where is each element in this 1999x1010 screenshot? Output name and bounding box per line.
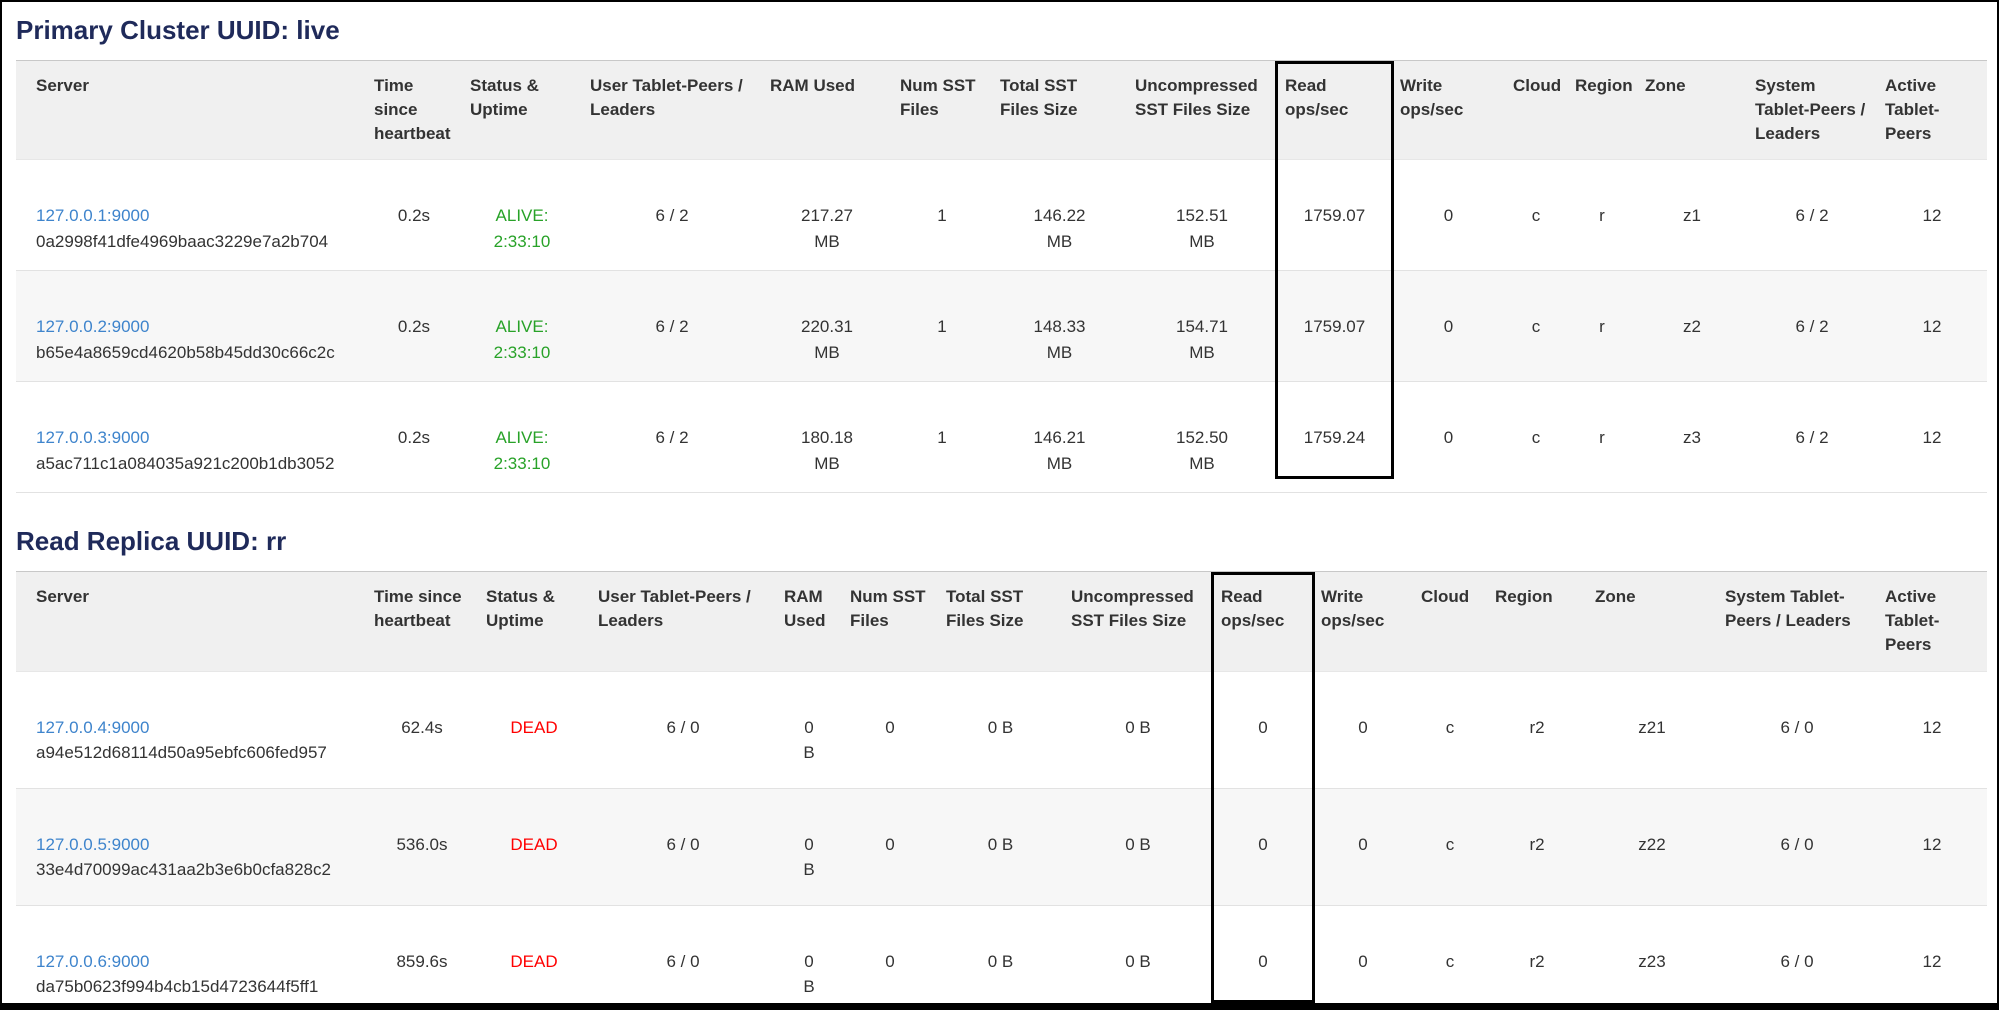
cell-zone: z21 bbox=[1638, 717, 1666, 737]
cell-server bbox=[16, 160, 366, 271]
total-sst-value: 148.33 MB bbox=[1033, 317, 1086, 362]
cell-heartbeat: 0.2s bbox=[366, 382, 462, 493]
cell-total-sst bbox=[992, 160, 1127, 271]
cell-system-peers: 6 / 0 bbox=[1717, 788, 1877, 905]
server-uuid: 33e4d70099ac431aa2b3e6b0cfa828c2 bbox=[36, 860, 331, 880]
cell-system-peers: 6 / 2 bbox=[1747, 382, 1877, 493]
total-sst-value: 0 B bbox=[987, 834, 1014, 854]
tserver-row bbox=[16, 271, 1987, 382]
cell-system-peers: 6 / 0 bbox=[1780, 717, 1814, 737]
cell-heartbeat: 0.2s bbox=[397, 206, 431, 226]
tserver-row bbox=[16, 382, 1987, 493]
cell-heartbeat: 62.4s bbox=[401, 717, 443, 737]
cell-uncompressed-sst bbox=[1127, 382, 1277, 493]
status-uptime: 2:33:10 bbox=[493, 453, 551, 473]
cell-system-peers: 6 / 0 bbox=[1717, 905, 1877, 1010]
status-uptime: 2:33:10 bbox=[493, 342, 551, 362]
cell-user-peers: 6 / 0 bbox=[590, 788, 776, 905]
col-header-total-sst: Total SST Files Size bbox=[992, 60, 1127, 159]
cell-ram bbox=[776, 671, 842, 788]
cell-zone: z3 bbox=[1637, 382, 1747, 493]
col-header-ram: RAM Used bbox=[776, 572, 842, 671]
cell-num-sst: 1 bbox=[892, 271, 992, 382]
cell-server bbox=[16, 271, 366, 382]
server-uuid: da75b0623f994b4cb15d4723644f5ff1 bbox=[36, 977, 319, 997]
replica-header-row bbox=[16, 572, 1987, 671]
cell-uncompressed-sst bbox=[1063, 671, 1213, 788]
total-sst-value: 0 B bbox=[987, 951, 1014, 971]
col-header-zone: Zone bbox=[1637, 60, 1747, 159]
cell-total-sst bbox=[938, 788, 1063, 905]
cell-heartbeat: 0.2s bbox=[366, 271, 462, 382]
cell-cloud: c bbox=[1505, 382, 1567, 493]
cell-uncompressed-sst bbox=[1127, 271, 1277, 382]
tserver-row bbox=[16, 160, 1987, 271]
status-label: DEAD bbox=[510, 951, 558, 971]
cell-total-sst bbox=[938, 671, 1063, 788]
col-header-num-sst: Num SST Files bbox=[842, 572, 938, 671]
server-uuid: 0a2998f41dfe4969baac3229e7a2b704 bbox=[36, 231, 329, 251]
cell-region: r bbox=[1599, 206, 1605, 226]
read-replica-table bbox=[16, 571, 1987, 1010]
ram-value: 0 B bbox=[803, 951, 815, 997]
col-header-ram: RAM Used bbox=[762, 60, 892, 159]
col-header-heartbeat: Time since heartbeat bbox=[366, 572, 478, 671]
ram-value: 0 B bbox=[803, 834, 815, 880]
cell-region: r bbox=[1567, 382, 1637, 493]
cell-system-peers: 6 / 2 bbox=[1795, 206, 1829, 226]
col-header-write-ops: Write ops/sec bbox=[1313, 572, 1413, 671]
cell-server bbox=[16, 382, 366, 493]
ram-value: 220.31 MB bbox=[801, 317, 853, 362]
cell-ram bbox=[762, 271, 892, 382]
server-address-link[interactable]: 127.0.0.3:9000 bbox=[36, 428, 150, 448]
cell-status bbox=[462, 271, 582, 382]
cell-status bbox=[462, 160, 582, 271]
col-header-user-peers: User Tablet-Peers / Leaders bbox=[582, 60, 762, 159]
cell-user-peers: 6 / 2 bbox=[582, 382, 762, 493]
col-header-server: Server bbox=[16, 572, 366, 671]
total-sst-value: 0 B bbox=[987, 717, 1014, 737]
status-label: ALIVE: bbox=[495, 206, 549, 226]
total-sst-value: 146.21 MB bbox=[1033, 428, 1086, 473]
status-uptime: 2:33:10 bbox=[493, 231, 551, 251]
col-header-active-peers: Active Tablet-Peers bbox=[1877, 572, 1987, 671]
primary-header-row bbox=[16, 60, 1987, 159]
status-label: ALIVE: bbox=[495, 317, 549, 337]
cell-write-ops: 0 bbox=[1313, 788, 1413, 905]
server-address-link[interactable]: 127.0.0.4:9000 bbox=[36, 717, 150, 737]
primary-cluster-table bbox=[16, 60, 1987, 493]
primary-cluster-table-wrap bbox=[16, 60, 1983, 493]
cell-zone: z1 bbox=[1683, 206, 1701, 226]
cell-write-ops: 0 bbox=[1392, 382, 1505, 493]
col-header-write-ops: Write ops/sec bbox=[1392, 60, 1505, 159]
status-label: DEAD bbox=[510, 717, 558, 737]
server-address-link[interactable]: 127.0.0.5:9000 bbox=[36, 834, 150, 854]
cell-status bbox=[478, 788, 590, 905]
uncompressed-sst-value: 152.51 MB bbox=[1176, 206, 1228, 251]
cell-cloud: c bbox=[1413, 788, 1487, 905]
ram-value: 180.18 MB bbox=[801, 428, 853, 473]
col-header-zone: Zone bbox=[1587, 572, 1717, 671]
cell-write-ops: 0 bbox=[1313, 905, 1413, 1010]
col-header-heartbeat: Time since heartbeat bbox=[366, 60, 462, 159]
cell-status bbox=[478, 905, 590, 1010]
cell-active-peers: 12 bbox=[1922, 206, 1942, 226]
cell-region: r2 bbox=[1487, 788, 1587, 905]
server-address-link[interactable]: 127.0.0.6:9000 bbox=[36, 951, 150, 971]
cell-zone: z23 bbox=[1587, 905, 1717, 1010]
cell-cloud: c bbox=[1505, 271, 1567, 382]
cell-system-peers: 6 / 2 bbox=[1747, 271, 1877, 382]
cell-uncompressed-sst bbox=[1127, 160, 1277, 271]
cell-write-ops: 0 bbox=[1392, 271, 1505, 382]
col-header-cloud: Cloud bbox=[1505, 60, 1567, 159]
cell-read-ops: 0 bbox=[1213, 905, 1313, 1010]
cell-region: r2 bbox=[1487, 905, 1587, 1010]
server-address-link[interactable]: 127.0.0.2:9000 bbox=[36, 317, 150, 337]
cell-read-ops: 1759.07 bbox=[1277, 271, 1392, 382]
col-header-total-sst: Total SST Files Size bbox=[938, 572, 1063, 671]
cell-active-peers: 12 bbox=[1877, 382, 1987, 493]
cell-status bbox=[462, 382, 582, 493]
col-header-status: Status & Uptime bbox=[478, 572, 590, 671]
uncompressed-sst-value: 0 B bbox=[1125, 951, 1151, 971]
tserver-row bbox=[16, 905, 1987, 1010]
col-header-uncompressed-sst: Uncompressed SST Files Size bbox=[1127, 60, 1277, 159]
col-header-uncompressed-sst: Uncompressed SST Files Size bbox=[1063, 572, 1213, 671]
read-replica-title: Read Replica UUID: rr bbox=[16, 526, 287, 557]
col-header-status: Status & Uptime bbox=[462, 60, 582, 159]
ram-value: 217.27 MB bbox=[801, 206, 853, 251]
cell-server bbox=[16, 671, 366, 788]
cell-write-ops: 0 bbox=[1443, 206, 1454, 226]
cell-user-peers: 6 / 2 bbox=[655, 206, 689, 226]
cell-total-sst bbox=[992, 382, 1127, 493]
uncompressed-sst-value: 154.71 MB bbox=[1176, 317, 1228, 362]
cell-server bbox=[16, 788, 366, 905]
uncompressed-sst-value: 0 B bbox=[1125, 834, 1151, 854]
cell-num-sst: 1 bbox=[937, 206, 947, 226]
cell-active-peers: 12 bbox=[1877, 271, 1987, 382]
col-header-read-ops: Read ops/sec bbox=[1213, 572, 1313, 671]
cell-active-peers: 12 bbox=[1877, 788, 1987, 905]
server-uuid: a94e512d68114d50a95ebfc606fed957 bbox=[36, 743, 327, 763]
col-header-region: Region bbox=[1567, 60, 1637, 159]
cell-total-sst bbox=[992, 271, 1127, 382]
cell-uncompressed-sst bbox=[1063, 788, 1213, 905]
cell-read-ops: 1759.24 bbox=[1277, 382, 1392, 493]
cell-uncompressed-sst bbox=[1063, 905, 1213, 1010]
status-label: DEAD bbox=[510, 834, 558, 854]
cell-status bbox=[478, 671, 590, 788]
primary-cluster-title: Primary Cluster UUID: live bbox=[16, 15, 340, 45]
read-replica-table-wrap bbox=[16, 571, 1983, 1010]
server-uuid: a5ac711c1a084035a921c200b1db3052 bbox=[36, 453, 335, 473]
col-header-user-peers: User Tablet-Peers / Leaders bbox=[590, 572, 776, 671]
cell-ram bbox=[762, 160, 892, 271]
cell-region: r2 bbox=[1529, 717, 1545, 737]
cell-write-ops: 0 bbox=[1358, 717, 1368, 737]
col-header-server: Server bbox=[16, 60, 366, 159]
cell-ram bbox=[762, 382, 892, 493]
cell-zone: z22 bbox=[1587, 788, 1717, 905]
cell-server bbox=[16, 905, 366, 1010]
col-header-active-peers: Active Tablet-Peers bbox=[1877, 60, 1987, 159]
col-header-cloud: Cloud bbox=[1413, 572, 1487, 671]
cell-user-peers: 6 / 0 bbox=[590, 905, 776, 1010]
col-header-num-sst: Num SST Files bbox=[892, 60, 992, 159]
cell-active-peers: 12 bbox=[1922, 717, 1942, 737]
col-header-system-peers: System Tablet-Peers / Leaders bbox=[1747, 60, 1877, 159]
cell-ram bbox=[776, 905, 842, 1010]
server-address-link[interactable]: 127.0.0.1:9000 bbox=[36, 206, 150, 226]
col-header-region: Region bbox=[1487, 572, 1587, 671]
cell-cloud: c bbox=[1445, 717, 1455, 737]
tserver-row bbox=[16, 788, 1987, 905]
col-header-read-ops: Read ops/sec bbox=[1277, 60, 1392, 159]
ram-value: 0 B bbox=[803, 717, 815, 763]
cell-ram bbox=[776, 788, 842, 905]
server-uuid: b65e4a8659cd4620b58b45dd30c66c2c bbox=[36, 342, 335, 362]
total-sst-value: 146.22 MB bbox=[1033, 206, 1086, 251]
cell-cloud: c bbox=[1531, 206, 1541, 226]
cell-user-peers: 6 / 2 bbox=[582, 271, 762, 382]
cell-read-ops: 1759.07 bbox=[1303, 206, 1366, 226]
cell-heartbeat: 859.6s bbox=[366, 905, 478, 1010]
cell-num-sst: 1 bbox=[892, 382, 992, 493]
status-label: ALIVE: bbox=[495, 428, 549, 448]
cell-read-ops: 0 bbox=[1213, 788, 1313, 905]
cell-num-sst: 0 bbox=[885, 717, 895, 737]
cell-num-sst: 0 bbox=[842, 905, 938, 1010]
tserver-row bbox=[16, 671, 1987, 788]
cell-zone: z2 bbox=[1637, 271, 1747, 382]
col-header-system-peers: System Tablet-Peers / Leaders bbox=[1717, 572, 1877, 671]
cell-heartbeat: 536.0s bbox=[366, 788, 478, 905]
uncompressed-sst-value: 152.50 MB bbox=[1176, 428, 1228, 473]
cell-total-sst bbox=[938, 905, 1063, 1010]
cell-read-ops: 0 bbox=[1258, 717, 1268, 737]
cell-user-peers: 6 / 0 bbox=[666, 717, 700, 737]
cell-active-peers: 12 bbox=[1877, 905, 1987, 1010]
cell-region: r bbox=[1567, 271, 1637, 382]
uncompressed-sst-value: 0 B bbox=[1125, 717, 1151, 737]
cell-cloud: c bbox=[1413, 905, 1487, 1010]
cell-num-sst: 0 bbox=[842, 788, 938, 905]
